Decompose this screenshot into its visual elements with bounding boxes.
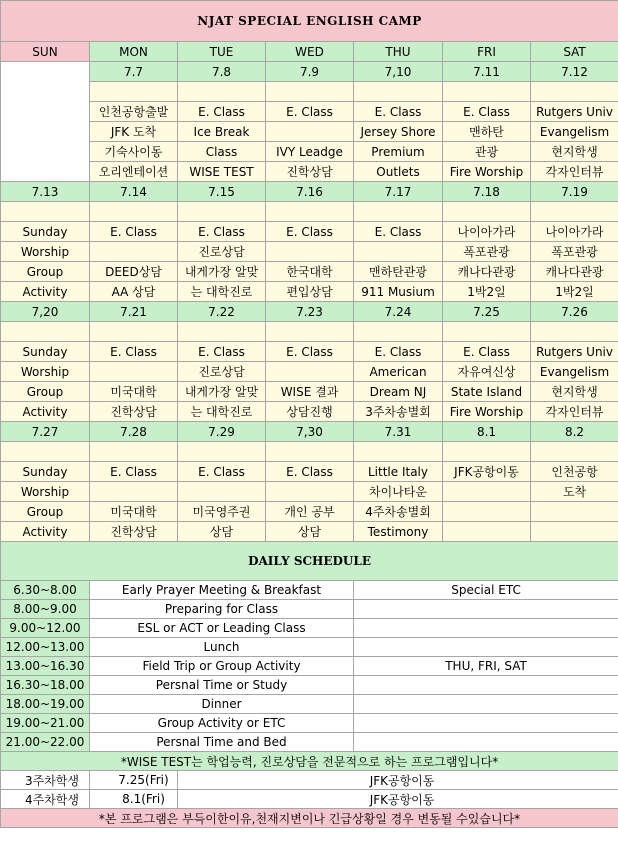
event-cell: Fire Worship: [443, 402, 531, 422]
date-cell: 7.22: [178, 302, 266, 322]
event-cell: 폭포관광: [443, 242, 531, 262]
page-title: NJAT SPECIAL ENGLISH CAMP: [1, 1, 618, 42]
schedule-activity: Early Prayer Meeting & Breakfast: [90, 581, 354, 600]
event-cell: Rutgers Univ: [531, 102, 618, 122]
day-header-fri: FRI: [443, 42, 531, 62]
spacer-cell: [354, 322, 443, 342]
week1-sun-empty: [1, 62, 90, 182]
event-cell: E. Class: [178, 222, 266, 242]
spacer-cell: [266, 442, 354, 462]
event-cell: 자유여신상: [443, 362, 531, 382]
event-cell: 인천공항: [531, 462, 618, 482]
schedule-time: 19.00~21.00: [1, 714, 90, 733]
departure-event: JFK공항이동: [178, 790, 618, 809]
event-cell: 각자인터뷰: [531, 402, 618, 422]
event-cell: 1박2일: [531, 282, 618, 302]
departure-event: JFK공항이동: [178, 771, 618, 790]
event-cell: E. Class: [443, 342, 531, 362]
schedule-time: 12.00~13.00: [1, 638, 90, 657]
event-cell: 1박2일: [443, 282, 531, 302]
event-cell: JFK공항이동: [443, 462, 531, 482]
date-cell: 7.27: [1, 422, 90, 442]
event-cell: 각자인터뷰: [531, 162, 618, 182]
date-cell: 7.29: [178, 422, 266, 442]
event-cell: American: [354, 362, 443, 382]
spacer-cell: [531, 442, 618, 462]
date-cell: 7.15: [178, 182, 266, 202]
event-cell: Evangelism: [531, 362, 618, 382]
event-cell: AA 상담: [90, 282, 178, 302]
spacer-cell: [1, 202, 90, 222]
event-cell: 진로상담: [178, 242, 266, 262]
spacer-cell: [531, 82, 618, 102]
row-label: Activity: [1, 282, 90, 302]
event-cell: IVY Leadge: [266, 142, 354, 162]
event-cell: 911 Musium: [354, 282, 443, 302]
event-cell: 관광: [443, 142, 531, 162]
row-label: Sunday: [1, 222, 90, 242]
row-label: Worship: [1, 242, 90, 262]
date-cell: 7.25: [443, 302, 531, 322]
spacer-cell: [90, 82, 178, 102]
date-cell: 7.14: [90, 182, 178, 202]
spacer-cell: [178, 82, 266, 102]
event-cell: 캐나다관광: [531, 262, 618, 282]
event-cell: [266, 362, 354, 382]
spacer-cell: [443, 202, 531, 222]
schedule-etc: [354, 638, 618, 657]
event-cell: [178, 482, 266, 502]
event-cell: 차이나타운: [354, 482, 443, 502]
event-cell: E. Class: [266, 102, 354, 122]
event-cell: Rutgers Univ: [531, 342, 618, 362]
date-cell: 7.13: [1, 182, 90, 202]
event-cell: E. Class: [90, 222, 178, 242]
schedule-etc: [354, 714, 618, 733]
date-cell: 7.11: [443, 62, 531, 82]
row-label: Sunday: [1, 342, 90, 362]
spacer-cell: [443, 442, 531, 462]
event-cell: 현지학생: [531, 142, 618, 162]
spacer-cell: [1, 442, 90, 462]
departure-group: 4주차학생: [1, 790, 90, 809]
event-cell: 개인 공부: [266, 502, 354, 522]
event-cell: WISE 결과: [266, 382, 354, 402]
event-cell: 폭포관광: [531, 242, 618, 262]
spacer-cell: [178, 442, 266, 462]
date-cell: 7.19: [531, 182, 618, 202]
schedule-time: 9.00~12.00: [1, 619, 90, 638]
row-label: Activity: [1, 522, 90, 542]
event-cell: [531, 502, 618, 522]
event-cell: 는 대학진로: [178, 402, 266, 422]
day-header-mon: MON: [90, 42, 178, 62]
event-cell: 4주차송별회: [354, 502, 443, 522]
spacer-cell: [1, 322, 90, 342]
event-cell: 기숙사이동: [90, 142, 178, 162]
spacer-cell: [443, 82, 531, 102]
schedule-activity: Dinner: [90, 695, 354, 714]
event-cell: Outlets: [354, 162, 443, 182]
date-cell: 7.28: [90, 422, 178, 442]
event-cell: Jersey Shore: [354, 122, 443, 142]
event-cell: 오리엔테이션: [90, 162, 178, 182]
spacer-cell: [178, 202, 266, 222]
spacer-cell: [531, 202, 618, 222]
row-label: Group: [1, 382, 90, 402]
schedule-activity: Group Activity or ETC: [90, 714, 354, 733]
event-cell: E. Class: [178, 102, 266, 122]
schedule-activity: Field Trip or Group Activity: [90, 657, 354, 676]
schedule-etc: [354, 619, 618, 638]
event-cell: [443, 522, 531, 542]
event-cell: [90, 362, 178, 382]
event-cell: 3주차송별회: [354, 402, 443, 422]
schedule-time: 6.30~8.00: [1, 581, 90, 600]
event-cell: E. Class: [90, 342, 178, 362]
date-cell: 7.16: [266, 182, 354, 202]
event-cell: Dream NJ: [354, 382, 443, 402]
row-label: Worship: [1, 482, 90, 502]
schedule-etc: [354, 695, 618, 714]
date-cell: 7.23: [266, 302, 354, 322]
departure-date: 8.1(Fri): [90, 790, 178, 809]
date-cell: 7.9: [266, 62, 354, 82]
event-cell: E. Class: [354, 102, 443, 122]
event-cell: 캐나다관광: [443, 262, 531, 282]
day-header-wed: WED: [266, 42, 354, 62]
date-cell: 7.12: [531, 62, 618, 82]
date-cell: 8.2: [531, 422, 618, 442]
date-cell: 7,20: [1, 302, 90, 322]
schedule-etc: THU, FRI, SAT: [354, 657, 618, 676]
event-cell: 내게가장 알맞: [178, 262, 266, 282]
spacer-cell: [443, 322, 531, 342]
event-cell: Little Italy: [354, 462, 443, 482]
row-label: Sunday: [1, 462, 90, 482]
schedule-etc: [354, 600, 618, 619]
event-cell: 현지학생: [531, 382, 618, 402]
event-cell: [266, 482, 354, 502]
event-cell: E. Class: [90, 462, 178, 482]
schedule-etc: Special ETC: [354, 581, 618, 600]
event-cell: [266, 242, 354, 262]
date-cell: 8.1: [443, 422, 531, 442]
event-cell: 맨하탄관광: [354, 262, 443, 282]
day-header-sun: SUN: [1, 42, 90, 62]
event-cell: [354, 242, 443, 262]
event-cell: 는 대학진로: [178, 282, 266, 302]
event-cell: [443, 502, 531, 522]
event-cell: WISE TEST: [178, 162, 266, 182]
date-cell: 7.21: [90, 302, 178, 322]
event-cell: 맨하탄: [443, 122, 531, 142]
event-cell: E. Class: [354, 222, 443, 242]
event-cell: [266, 122, 354, 142]
date-cell: 7.24: [354, 302, 443, 322]
spacer-cell: [90, 322, 178, 342]
event-cell: E. Class: [178, 342, 266, 362]
event-cell: Ice Break: [178, 122, 266, 142]
row-label: Group: [1, 502, 90, 522]
event-cell: 미국영주권: [178, 502, 266, 522]
event-cell: 상담: [266, 522, 354, 542]
date-cell: 7.8: [178, 62, 266, 82]
schedule-time: 21.00~22.00: [1, 733, 90, 752]
spacer-cell: [90, 442, 178, 462]
wise-test-note: *WISE TEST는 학업능력, 진로상담을 전문적으로 하는 프로그램입니다*: [1, 752, 618, 771]
row-label: Activity: [1, 402, 90, 422]
event-cell: E. Class: [354, 342, 443, 362]
event-cell: E. Class: [266, 222, 354, 242]
date-cell: 7,30: [266, 422, 354, 442]
event-cell: E. Class: [443, 102, 531, 122]
schedule-time: 16.30~18.00: [1, 676, 90, 695]
schedule-activity: ESL or ACT or Leading Class: [90, 619, 354, 638]
event-cell: 진학상담: [90, 522, 178, 542]
schedule-activity: Persnal Time and Bed: [90, 733, 354, 752]
event-cell: 미국대학: [90, 382, 178, 402]
event-cell: 상담진행: [266, 402, 354, 422]
event-cell: 상담: [178, 522, 266, 542]
spacer-cell: [266, 322, 354, 342]
event-cell: 나이아가라: [531, 222, 618, 242]
event-cell: 내게가장 알맞: [178, 382, 266, 402]
event-cell: Evangelism: [531, 122, 618, 142]
date-cell: 7.18: [443, 182, 531, 202]
event-cell: 인천공항출발: [90, 102, 178, 122]
event-cell: 진로상담: [178, 362, 266, 382]
schedule-time: 13.00~16.30: [1, 657, 90, 676]
event-cell: Fire Worship: [443, 162, 531, 182]
event-cell: State Island: [443, 382, 531, 402]
event-cell: Premium: [354, 142, 443, 162]
event-cell: 진학상담: [90, 402, 178, 422]
event-cell: Testimony: [354, 522, 443, 542]
schedule-etc: [354, 676, 618, 695]
spacer-cell: [354, 82, 443, 102]
spacer-cell: [266, 82, 354, 102]
date-cell: 7.26: [531, 302, 618, 322]
event-cell: 한국대학: [266, 262, 354, 282]
date-cell: 7,10: [354, 62, 443, 82]
spacer-cell: [266, 202, 354, 222]
event-cell: JFK 도착: [90, 122, 178, 142]
schedule-etc: [354, 733, 618, 752]
schedule-activity: Preparing for Class: [90, 600, 354, 619]
day-header-tue: TUE: [178, 42, 266, 62]
event-cell: 진학상담: [266, 162, 354, 182]
event-cell: 나이아가라: [443, 222, 531, 242]
event-cell: E. Class: [266, 342, 354, 362]
event-cell: [90, 482, 178, 502]
event-cell: Class: [178, 142, 266, 162]
departure-group: 3주차학생: [1, 771, 90, 790]
spacer-cell: [354, 202, 443, 222]
event-cell: DEED상담: [90, 262, 178, 282]
row-label: Group: [1, 262, 90, 282]
event-cell: 미국대학: [90, 502, 178, 522]
event-cell: E. Class: [266, 462, 354, 482]
spacer-cell: [90, 202, 178, 222]
event-cell: 편입상담: [266, 282, 354, 302]
schedule-activity: Persnal Time or Study: [90, 676, 354, 695]
event-cell: [531, 522, 618, 542]
schedule-time: 8.00~9.00: [1, 600, 90, 619]
event-cell: [443, 482, 531, 502]
date-cell: 7.17: [354, 182, 443, 202]
schedule-activity: Lunch: [90, 638, 354, 657]
spacer-cell: [354, 442, 443, 462]
date-cell: 7.31: [354, 422, 443, 442]
date-cell: 7.7: [90, 62, 178, 82]
event-cell: 도착: [531, 482, 618, 502]
event-cell: E. Class: [178, 462, 266, 482]
spacer-cell: [178, 322, 266, 342]
event-cell: [90, 242, 178, 262]
row-label: Worship: [1, 362, 90, 382]
day-header-thu: THU: [354, 42, 443, 62]
daily-schedule-title: DAILY SCHEDULE: [1, 542, 618, 581]
spacer-cell: [531, 322, 618, 342]
day-header-sat: SAT: [531, 42, 618, 62]
change-notice: *본 프로그램은 부득이한이유,천재지변이나 긴급상황일 경우 변동될 수있습니다*: [1, 809, 618, 828]
departure-date: 7.25(Fri): [90, 771, 178, 790]
schedule-time: 18.00~19.00: [1, 695, 90, 714]
